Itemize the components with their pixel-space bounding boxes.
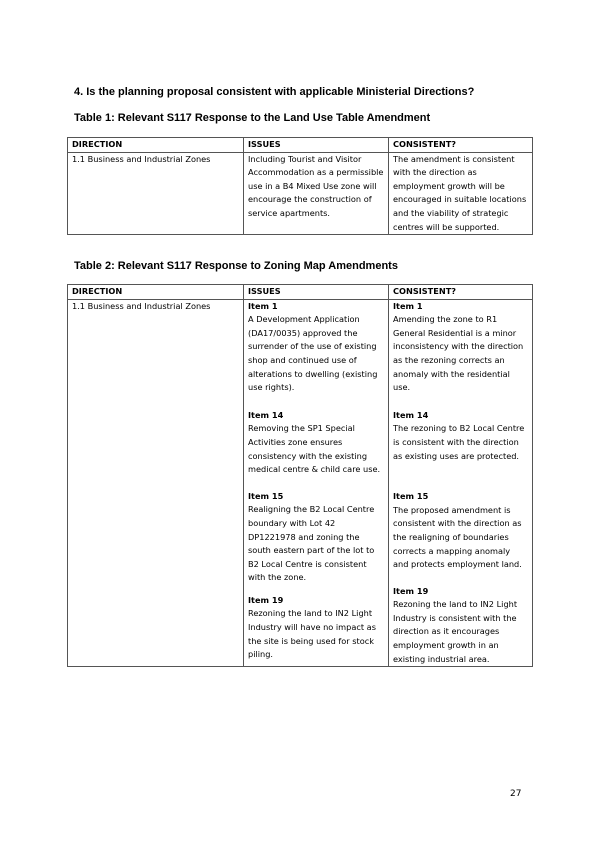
consistent-item-text: Rezoning the land to IN2 Light Industry is consistent with the direction as it encourages employment growth in an existing industrial area.: [393, 599, 518, 664]
consistent-item-19: [393, 585, 528, 667]
table2-direction-cell: 1.1 Business and Industrial Zones: [68, 299, 244, 667]
table1-header-direction: DIRECTION: [68, 138, 244, 153]
table2-header-consistent: CONSISTENT?: [389, 285, 533, 300]
table2-row: [68, 299, 533, 667]
consistent-item-title: Item 19: [393, 585, 429, 596]
issue-item-14: [248, 409, 384, 477]
issue-item-title: Item 1: [248, 300, 278, 311]
issue-item-1: [248, 300, 384, 395]
issue-item-text: Rezoning the land to IN2 Light Industry will have no impact as the site is being used for stock piling.: [248, 608, 376, 660]
table2-header-issues: ISSUES: [244, 285, 389, 300]
consistent-item-title: Item 14: [393, 409, 429, 420]
table2-header-direction: DIRECTION: [68, 285, 244, 300]
table1-issues-cell: Including Tourist and Visitor Accommodation as a permissible use in a B4 Mixed Use zone will encourage the construction of service apartments.: [244, 152, 389, 235]
issue-item-text: Realigning the B2 Local Centre boundary with Lot 42 DP1221978 and zoning the south eastern part of the lot to B2 Local Centre is consistent with the zone.: [248, 504, 375, 583]
issue-item-15: [248, 490, 384, 585]
consistent-item-text: Amending the zone to R1 General Residential is a minor inconsistency with the direction as the rezoning corrects an anomaly with the residential use.: [393, 314, 524, 393]
section-heading: 4. Is the planning proposal consistent with applicable Ministerial Directions?: [74, 86, 475, 98]
consistent-item-text: The proposed amendment is consistent with the direction as the realigning of boundaries corrects a mapping anomaly and protects employment land.: [393, 504, 522, 570]
table2-consistent-cell: [389, 299, 533, 667]
table1-caption: Table 1: Relevant S117 Response to the Land Use Table Amendment: [74, 112, 431, 124]
issue-item-title: Item 15: [248, 490, 284, 501]
issue-item-title: Item 19: [248, 594, 284, 605]
consistent-item-title: Item 1: [393, 300, 423, 311]
issue-item-text: A Development Application (DA17/0035) approved the surrender of the use of existing shop and continued use of alterations to dwelling (existing use rights).: [248, 314, 378, 393]
table1-header-row: [68, 138, 533, 153]
table1-row: [68, 152, 533, 235]
issue-item-title: Item 14: [248, 409, 284, 420]
table2: [67, 284, 533, 667]
consistent-item-text: The rezoning to B2 Local Centre is consistent with the direction as existing uses are protected.: [393, 423, 525, 461]
table1: [67, 137, 533, 235]
consistent-item-14: [393, 409, 528, 463]
issue-item-text: Removing the SP1 Special Activities zone ensures consistency with the existing medical centre & child care use.: [248, 423, 381, 475]
consistent-item-1: [393, 300, 528, 395]
table2-header-row: [68, 285, 533, 300]
table1-header-issues: ISSUES: [244, 138, 389, 153]
consistent-item-15: [393, 490, 528, 572]
table2-caption: Table 2: Relevant S117 Response to Zoning Map Amendments: [74, 260, 398, 272]
consistent-item-title: Item 15: [393, 491, 429, 502]
table2-issues-cell: [244, 299, 389, 667]
table1-consistent-cell: The amendment is consistent with the direction as employment growth will be encouraged in suitable locations and the viability of strategic centres will be supported.: [389, 152, 533, 235]
table1-direction-cell: 1.1 Business and Industrial Zones: [68, 152, 244, 235]
table1-header-consistent: CONSISTENT?: [389, 138, 533, 153]
issue-item-19: [248, 594, 384, 662]
page-number: 27: [510, 789, 522, 799]
